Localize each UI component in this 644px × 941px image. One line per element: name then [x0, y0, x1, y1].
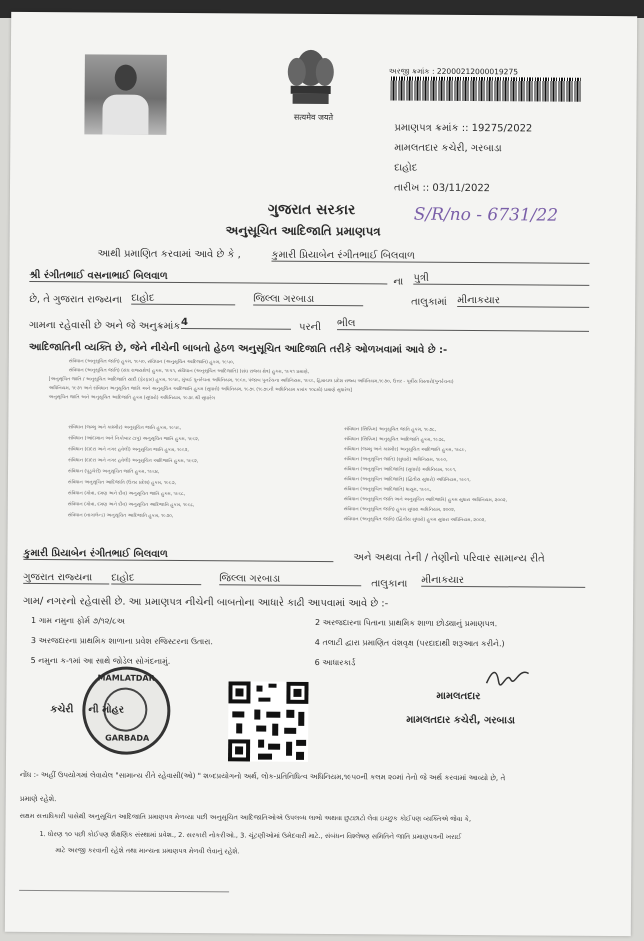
note-3: 1. ધોરણ ૧૦ પછી કોઈપણ શૈક્ષણિક સંસ્થામાં પ્રવેશ., 2. સરકારી નોકરીઓ., 3. ચૂંટણીઓમાં ઉમેદવારી માટે., સંબંધન વિશ્લેષણ સમિતિને જાતિ પ્રમાણપત્રની ખરાઈ — [39, 830, 462, 841]
order-line: અનુસૂચિત જાતિ અને અનુસૂચિત આદિજાતિ હુકમ (સુધારો) અધિનિયમ, ૧૯૭૬ થી સુધારેલ — [48, 395, 215, 402]
doc-item: 4 તલાટી દ્વારા પ્રમાણિત વંશવૃક્ષ (પરદાદાથી શરૂઆત કરીને.) — [314, 637, 505, 649]
qr-code — [228, 681, 309, 762]
issue-date: તારીખ :: 03/11/2022 — [393, 182, 491, 195]
motto: सत्यमेव जयते — [293, 112, 334, 123]
divider — [19, 890, 229, 892]
certificate-number: પ્રમાણપત્ર ક્રમાંક :: 19275/2022 — [394, 122, 533, 135]
order-right: સંવિધાન (અનુસૂચિત આદિજાતિ) (સુધારો) અધિનિયમ, ૧૯૯૧, — [344, 467, 457, 473]
handwritten-reference: S/R/no - 6731/22 — [413, 204, 559, 226]
father-name: શ્રી રંગીતભાઈ વસનાભાઈ બિલવાળ — [29, 270, 387, 284]
government-title: ગુજરાત સરકાર — [267, 201, 356, 219]
seal-right-text: ની મોહર — [88, 704, 125, 716]
certificate-title: અનુસૂચિત આદિજાતિ પ્રમાણપત્ર — [225, 223, 381, 239]
order-left: સંવિધાન (ગોવા, દમણ અને દીવ) અનુસૂચિત આદિજાતિ હુકમ, ૧૯૬૮, — [67, 502, 195, 509]
order-right: સંવિધાન (સિક્કિમ) અનુસૂચિત જાતિ હુકમ, ૧૯૭૮, — [344, 427, 437, 433]
applicant-name: કુમારી પ્રિયાબેન રંગીતભાઈ બિલવાળ — [271, 250, 589, 264]
note-1: નોંધ :- અહીં ઉપયોગમાં લેવાયેલ "સામાન્ય રીતે રહેવાસી(ઓ) " શબ્દપ્રયોગનો અર્થ, લોક-પ્રતિનિધિત્વ અધિનિયમ,૧૯૫૦ની કલમ ૨૦માં તેનો જે અર્થ કરવામાં આવ્યો છે, તે — [19, 769, 506, 783]
order-left: સંવિધાન (નાગાલેન્ડ) અનુસૂચિત આદિજાતિ હુકમ, ૧૯૭૦, — [67, 513, 174, 519]
note-4: માટે અરજી કરવાની રહેશે તથા માન્યતા પ્રમાણપત્ર મેળવી લેવાનું રહેશે. — [55, 846, 240, 856]
district-value: દાહોદ — [131, 293, 235, 306]
seal-bottom-text: GARBADA — [105, 733, 150, 743]
signature-mark — [485, 665, 531, 689]
doc-item: 5 નમુના ક-૧માં આ સાથે જોડેલ સોગંદનામું. — [30, 655, 171, 666]
taluka-2-label: તાલુકાના — [371, 578, 408, 590]
note-1b: પ્રમાણે રહેશે. — [19, 793, 57, 804]
family-text: અને અથવા તેની / તેણીનો પરિવાર સામાન્ય રીતે — [353, 552, 545, 565]
seal-top-text: MAMLATDAR — [97, 673, 155, 683]
serial-number: 4 — [181, 317, 291, 330]
tribe-statement: આદિજાતિની વ્યક્તિ છે, જેને નીચેની બાબતો હેઠળ અનુસૂચિત આદિજાતિ તરીકે ઓળખવામાં આવે છે :- — [28, 341, 448, 356]
na-text: ના — [393, 276, 404, 288]
pani-text: પરની — [298, 321, 322, 333]
tribe-name: ભીલ — [337, 318, 589, 332]
order-right: સંવિધાન (જમ્મુ અને કાશ્મીર) અનુસૂચિત આદિજાતિ હુકમ, ૧૯૮૯, — [344, 447, 467, 454]
village-2-text: ગામ/ નગરનો રહેવાસી છે. આ પ્રમાણપત્ર નીચેની બાબતોના આધારે કાઢી આપવામાં આવે છે :- — [23, 595, 389, 610]
order-line: અધિનિયમ, ૧૯૭૧ અને સંવિધાન અનુસૂચિત જાતિ અને અનુસૂચિત આદિજાતિ હુકમ (સુધારો) અધિનિયમ, ૧૯૭૬ (૧૯૭૬ની અધિનિયમ ક્રમાંક ૧૦૮મો) પ્રમાણે સુધારેલ] — [48, 386, 353, 394]
signatory-office: મામલતદાર કચેરી, ગરબાડા — [406, 714, 516, 727]
taluka-2-value: મીનાકયાર — [421, 575, 585, 588]
order-left: સંવિધાન (દાદરા અને નગર હવેલી) અનુસૂચિત આદિજાતિ હુકમ, ૧૯૬૨, — [68, 458, 199, 465]
order-right: સંવિધાન (અનુસૂચિત આદિજાતિ) (દ્વિતીય સુધારો) અધિનિયમ, ૧૯૯૧, — [343, 477, 471, 484]
state-2: ગુજરાત રાજ્યના — [23, 572, 109, 585]
district-name: દાહોદ — [394, 162, 418, 174]
district-2-suffix: જિલ્લા ગરબાડા — [219, 573, 361, 586]
order-left: સંવિધાન (ગોવા, દમણ અને દીવ) અનુસૂચિત જાતિ હુકમ, ૧૯૬૮, — [67, 491, 186, 498]
signatory-title: મામલતદાર — [436, 690, 481, 703]
order-right: સંવિધાન (અનુસૂચિત જાતિ અને અનુસૂચિત આદિજાતિ) હુકમ સુધારા અધિનિયમ, ૨૦૦૨, — [343, 497, 508, 504]
order-left: સંવિધાન (પુડુચેરી) અનુસૂચિત જાતિ હુકમ, ૧૯૬૪, — [67, 469, 160, 475]
barcode — [391, 76, 581, 101]
doc-item: 6 આધારકાર્ડ — [314, 657, 356, 668]
order-left: સંવિધાન (જમ્મુ અને કાશ્મીર) અનુસૂચિત જાતિ હુકમ, ૧૯૫૬, — [68, 425, 182, 432]
doc-item: 3 અરજદારના પ્રાથમિક શાળાના પ્રવેશ રજિસ્ટરના ઉતારા. — [30, 635, 213, 647]
order-right: સંવિધાન (અનુસૂચિત આદિજાતિ) ધાયુમ, ૧૯૯૬, — [343, 487, 432, 493]
taluka-label: તાલુકામાં — [411, 296, 447, 308]
office-name: મામલતદાર કચેરી, ગરબાડા — [394, 142, 502, 155]
state-text: છે, તે ગુજરાત રાજ્યના — [29, 293, 123, 306]
application-number: અરજી ક્રમાંક : 22000212000019275 — [388, 66, 519, 77]
order-line: સંવિધાન (અનુસૂચિત જાતિ) (સંઘ રાજ્યક્ષેત્ર) હુકમ, ૧૯૫૧, સંવિધાન (અનુસૂચિત આદિજાતિ) (સંઘ રાજ્ય ક્ષેત્ર) હુકમ, ૧૯૫૧ પ્રમાણે, — [68, 368, 310, 375]
order-line: સંવિધાન (અનુસૂચિત જાતિ) હુકમ, ૧૯૫૦, સંવિધાન (અનુસૂચિત આદિજાતિ) હુકમ, ૧૯૫૦, — [68, 359, 235, 366]
order-left: સંવિધાન (દાદરા અને નગર હવેલી) અનુસૂચિત જાતિ હુકમ, ૧૯૬૨, — [68, 447, 189, 454]
village-text: ગામના રહેવાસી છે અને જે અનુક્રમાંક — [28, 319, 181, 333]
order-right: સંવિધાન (અનુસૂચિત જાતિ) (દ્વિતીય સુધારો) હુકમ સુધારા અધિનિયમ, ૨૦૦૨, — [343, 517, 486, 524]
order-right: સંવિધાન (સિક્કિમ) અનુસૂચિત આદિજાતિ હુકમ, ૧૯૭૮, — [344, 437, 446, 443]
order-left: સંવિધાન (આંદામાન અને નિકોબાર ટાપુ) અનુસૂચિત જાતિ હુકમ, ૧૯૬૨, — [68, 436, 200, 443]
doc-item: 1 ગામ નમુના ફોર્મ ૭/૧૨/૮અ — [30, 615, 126, 626]
order-line: [અનુસૂચિત જાતિ / અનુસૂચિત આદિજાતિ યાદી (ફેરફાર) હુકમ, ૧૯૫૬, મુંબઈ પુનર્રચના અધિનિયમ, ૧૯૬૦, પંજાબ પુનર્રચના અધિનિયમ, ૧૯૬૬, હિમાચલ પ્રદેશ રાજ્ય અધિનિયમ,૧૯૭૦, ઉત્તર - પૂર્વીય વિસ્તારો(પુનર્રચના) — [48, 377, 454, 385]
order-right: સંવિધાન (અનુસૂચિત જાતિ) હુકમ સુધારા અધિનિયમ, ૨૦૦૨, — [343, 507, 456, 513]
applicant-name-2: કુમારી પ્રિયાબેન રંગીતભાઈ બિલવાળ — [23, 548, 333, 562]
doc-item: 2 અરજદારના પિતાના પ્રાથમિક શાળા છોડ્યાનું પ્રમાણપત્ર. — [314, 617, 498, 629]
district-suffix: જિલ્લા ગરબાડા — [253, 294, 363, 307]
order-right: સંવિધાન (અનુસૂચિત જાતિ) (સુધારો) અધિનિયમ, ૧૯૯૦, — [344, 457, 448, 463]
national-emblem-icon — [283, 46, 339, 114]
relation: પુત્રી — [413, 273, 589, 286]
certificate-paper — [5, 12, 637, 936]
taluka-value: મીનાકયાર — [457, 295, 589, 308]
order-left: સંવિધાન અનુસૂચિત આદિજાતિ (ઉત્તર પ્રદેશ) હુકમ, ૧૯૬૭, — [67, 480, 177, 486]
seal-left-text: કચેરી — [50, 704, 74, 716]
note-2: સક્ષમ સત્તાધિકારી પાસેથી અનુસૂચિત આદિજાતિ પ્રમાણપત્ર મેળવ્યા પછી અનુસૂચિત આદિજાતિઓએ ઉપલબ્ધ લાભો અથવા છુટછાટો લેવા ઇચ્છુક કોઈપણ વ્યક્તિએ જેવા કે, — [19, 811, 472, 824]
certify-text: આથી પ્રમાણિત કરવામાં આવે છે કે , — [97, 248, 241, 261]
district-2: દાહોદ — [111, 573, 201, 586]
applicant-photo — [84, 54, 167, 135]
